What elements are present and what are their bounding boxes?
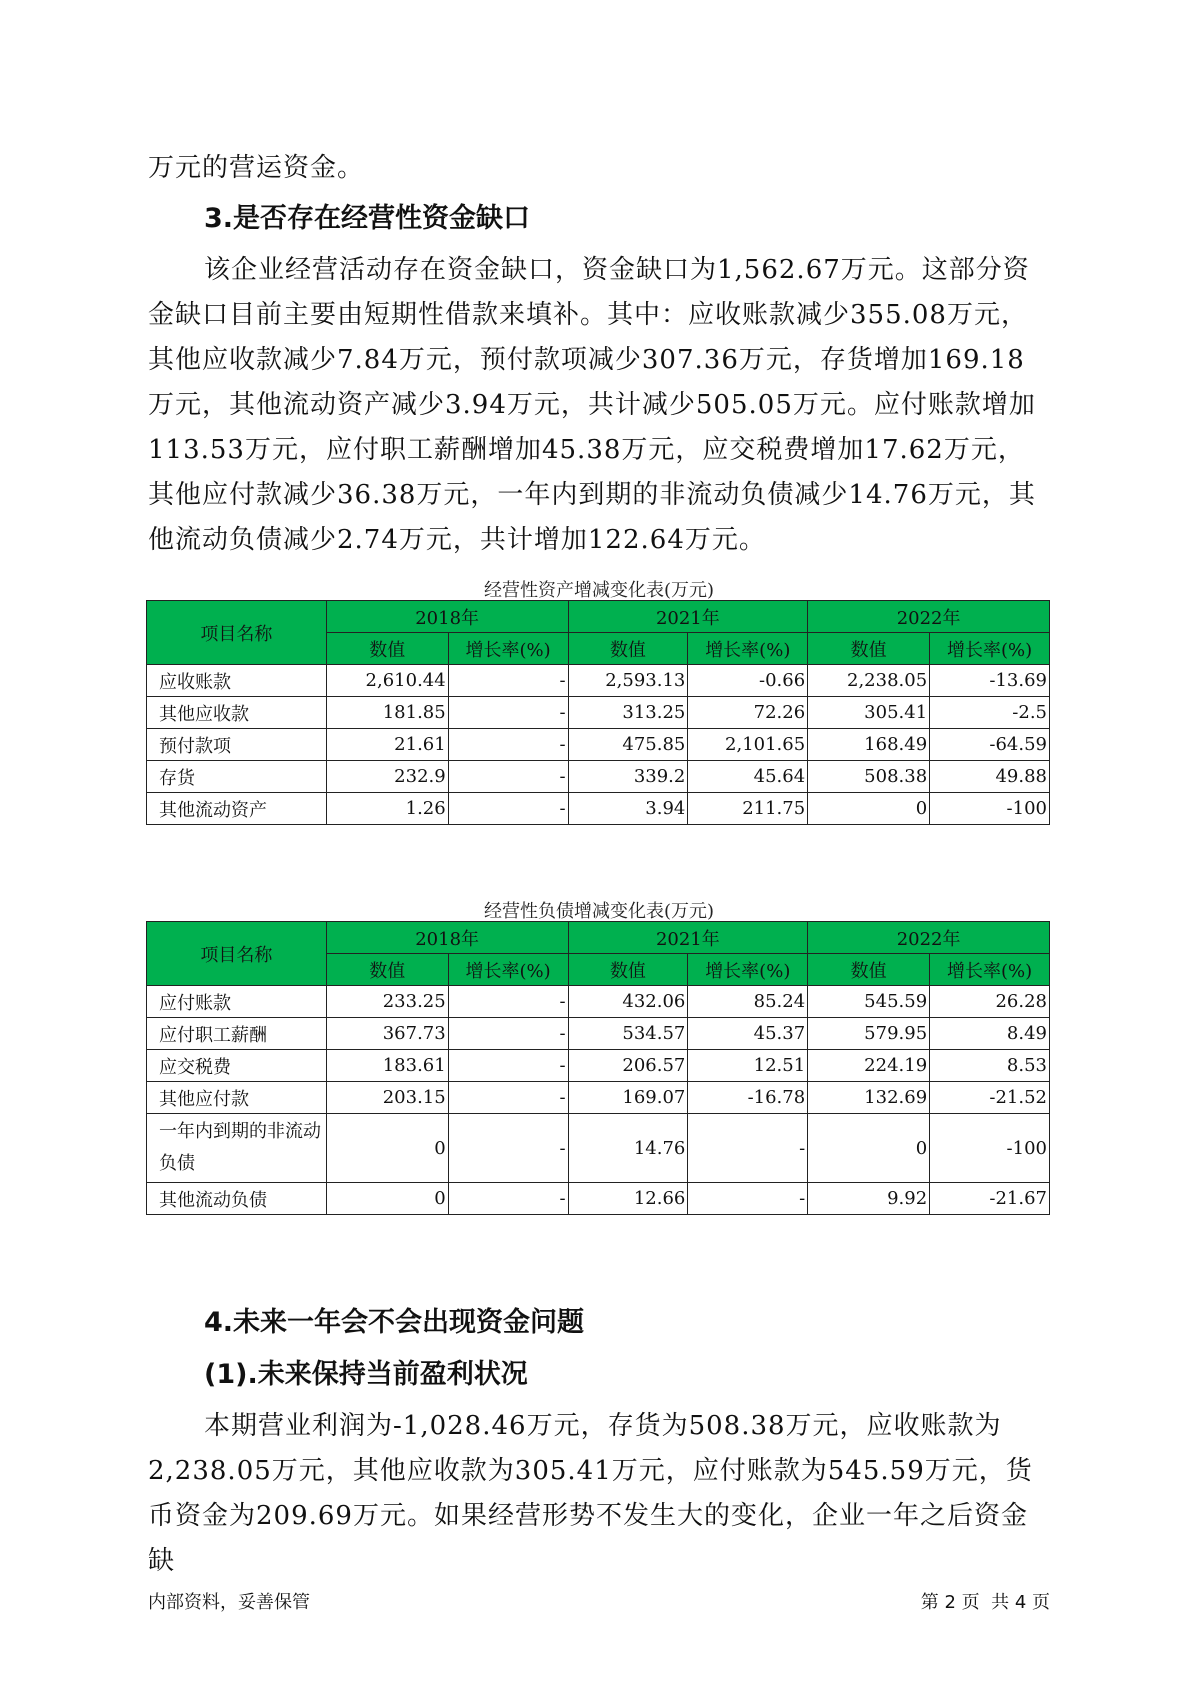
cell: 26.28 (930, 986, 1050, 1018)
cell: - (448, 1183, 568, 1215)
cell: -13.69 (930, 665, 1050, 697)
cell: 2,101.65 (688, 729, 808, 761)
section4-heading: 4.未来一年会不会出现资金问题 (204, 1307, 585, 1338)
row-name: 应交税费 (147, 1050, 327, 1082)
cell: 168.49 (808, 729, 930, 761)
cell: - (448, 1082, 568, 1114)
cell: -64.59 (930, 729, 1050, 761)
cell: 72.26 (688, 697, 808, 729)
cell: 305.41 (808, 697, 930, 729)
header-value: 数值 (326, 633, 448, 665)
table-row (147, 793, 1050, 825)
cell: 534.57 (568, 1018, 688, 1050)
table-row (147, 665, 1050, 697)
cell: 2,610.44 (326, 665, 448, 697)
row-name: 其他应收款 (147, 697, 327, 729)
table-row (147, 986, 1050, 1018)
cell: 206.57 (568, 1050, 688, 1082)
header-value: 数值 (808, 954, 930, 986)
footer-page-number: 第 2 页 共 4 页 (920, 1592, 1050, 1613)
header-item-name: 项目名称 (147, 922, 327, 986)
cell: 0 (808, 1114, 930, 1183)
cell: - (448, 729, 568, 761)
cell: 9.92 (808, 1183, 930, 1215)
assets-table (146, 600, 1050, 825)
cell: -2.5 (930, 697, 1050, 729)
liabilities-table (146, 921, 1050, 1215)
row-name: 存货 (147, 761, 327, 793)
header-year: 2022年 (808, 922, 1050, 954)
table-row (147, 697, 1050, 729)
header-year: 2018年 (326, 601, 568, 633)
cell: 183.61 (326, 1050, 448, 1082)
cell: - (448, 761, 568, 793)
cell: 2,593.13 (568, 665, 688, 697)
cell: 45.37 (688, 1018, 808, 1050)
cell: 8.53 (930, 1050, 1050, 1082)
cell: 475.85 (568, 729, 688, 761)
cell: 45.64 (688, 761, 808, 793)
section3-paragraph: 该企业经营活动存在资金缺口，资金缺口为1,562.67万元。这部分资金缺口目前主要由短期性借款来填补。其中：应收账款减少355.08万元，其他应收款减少7.84万元，预付款项减少307.36万元，存货增加169.18万元，其他流动资产减少3.94万元，共计减少505.05万元。应付账款增加113.53万元，应付职工薪酬增加45.38万元，应交税费增加17.62万元，其他应付款减少36.38万元，一年内到期的非流动负债减少14.76万元，其他流动负债减少2.74万元，共计增加122.64万元。 (148, 255, 1036, 555)
cell: 169.07 (568, 1082, 688, 1114)
cell: 132.69 (808, 1082, 930, 1114)
cell: -100 (930, 1114, 1050, 1183)
cell: 12.51 (688, 1050, 808, 1082)
header-growth: 增长率(%) (688, 954, 808, 986)
cell: -0.66 (688, 665, 808, 697)
cell: - (448, 1114, 568, 1183)
section4-paragraph: 本期营业利润为-1,028.46万元，存货为508.38万元，应收账款为2,238.05万元，其他应收款为305.41万元，应付账款为545.59万元，货币资金为209.69万元。如果经营形势不发生大的变化，企业一年之后资金缺 (148, 1411, 1033, 1576)
table-row (147, 1114, 1050, 1183)
header-value: 数值 (326, 954, 448, 986)
section3-heading: 3.是否存在经营性资金缺口 (204, 203, 531, 234)
cell: 1.26 (326, 793, 448, 825)
table-row (147, 1018, 1050, 1050)
cell: 211.75 (688, 793, 808, 825)
header-year: 2022年 (808, 601, 1050, 633)
row-name: 其他流动负债 (147, 1183, 327, 1215)
liabilities-table-caption: 经营性负债增减变化表(万元) (483, 901, 715, 922)
row-name: 应付职工薪酬 (147, 1018, 327, 1050)
header-year: 2021年 (568, 601, 808, 633)
cell: 85.24 (688, 986, 808, 1018)
cell: 12.66 (568, 1183, 688, 1215)
cell: -16.78 (688, 1082, 808, 1114)
row-name: 应收账款 (147, 665, 327, 697)
row-name: 其他流动资产 (147, 793, 327, 825)
cell: 21.61 (326, 729, 448, 761)
cell: 0 (326, 1114, 448, 1183)
header-growth: 增长率(%) (930, 954, 1050, 986)
cell: 367.73 (326, 1018, 448, 1050)
cell: - (448, 1050, 568, 1082)
cell: 432.06 (568, 986, 688, 1018)
cell: - (448, 697, 568, 729)
cell: 14.76 (568, 1114, 688, 1183)
header-item-name: 项目名称 (147, 601, 327, 665)
cell: 203.15 (326, 1082, 448, 1114)
intro-tail: 万元的营运资金。 (148, 153, 365, 183)
cell: -21.52 (930, 1082, 1050, 1114)
row-name: 一年内到期的非流动负债 (147, 1114, 327, 1183)
cell: 545.59 (808, 986, 930, 1018)
row-name: 其他应付款 (147, 1082, 327, 1114)
header-value: 数值 (808, 633, 930, 665)
assets-table-caption: 经营性资产增减变化表(万元) (483, 580, 715, 601)
cell: - (448, 665, 568, 697)
cell: 579.95 (808, 1018, 930, 1050)
cell: 2,238.05 (808, 665, 930, 697)
cell: 8.49 (930, 1018, 1050, 1050)
header-growth: 增长率(%) (448, 954, 568, 986)
cell: 181.85 (326, 697, 448, 729)
section4-subheading: (1).未来保持当前盈利状况 (204, 1359, 528, 1390)
header-growth: 增长率(%) (448, 633, 568, 665)
cell: 313.25 (568, 697, 688, 729)
cell: 508.38 (808, 761, 930, 793)
table-row (147, 1050, 1050, 1082)
cell: 232.9 (326, 761, 448, 793)
cell: - (688, 1114, 808, 1183)
header-value: 数值 (568, 954, 688, 986)
table-row (147, 1183, 1050, 1215)
row-name: 预付款项 (147, 729, 327, 761)
cell: - (448, 1018, 568, 1050)
cell: - (448, 793, 568, 825)
header-growth: 增长率(%) (930, 633, 1050, 665)
cell: 339.2 (568, 761, 688, 793)
cell: 233.25 (326, 986, 448, 1018)
cell: 224.19 (808, 1050, 930, 1082)
header-year: 2021年 (568, 922, 808, 954)
cell: 0 (808, 793, 930, 825)
cell: -100 (930, 793, 1050, 825)
table-row (147, 761, 1050, 793)
header-growth: 增长率(%) (688, 633, 808, 665)
cell: 3.94 (568, 793, 688, 825)
cell: - (448, 986, 568, 1018)
footer-confidential-note: 内部资料，妥善保管 (148, 1592, 310, 1613)
header-year: 2018年 (326, 922, 568, 954)
cell: - (688, 1183, 808, 1215)
table-row (147, 729, 1050, 761)
row-name: 应付账款 (147, 986, 327, 1018)
cell: 49.88 (930, 761, 1050, 793)
cell: -21.67 (930, 1183, 1050, 1215)
table-row (147, 1082, 1050, 1114)
cell: 0 (326, 1183, 448, 1215)
header-value: 数值 (568, 633, 688, 665)
